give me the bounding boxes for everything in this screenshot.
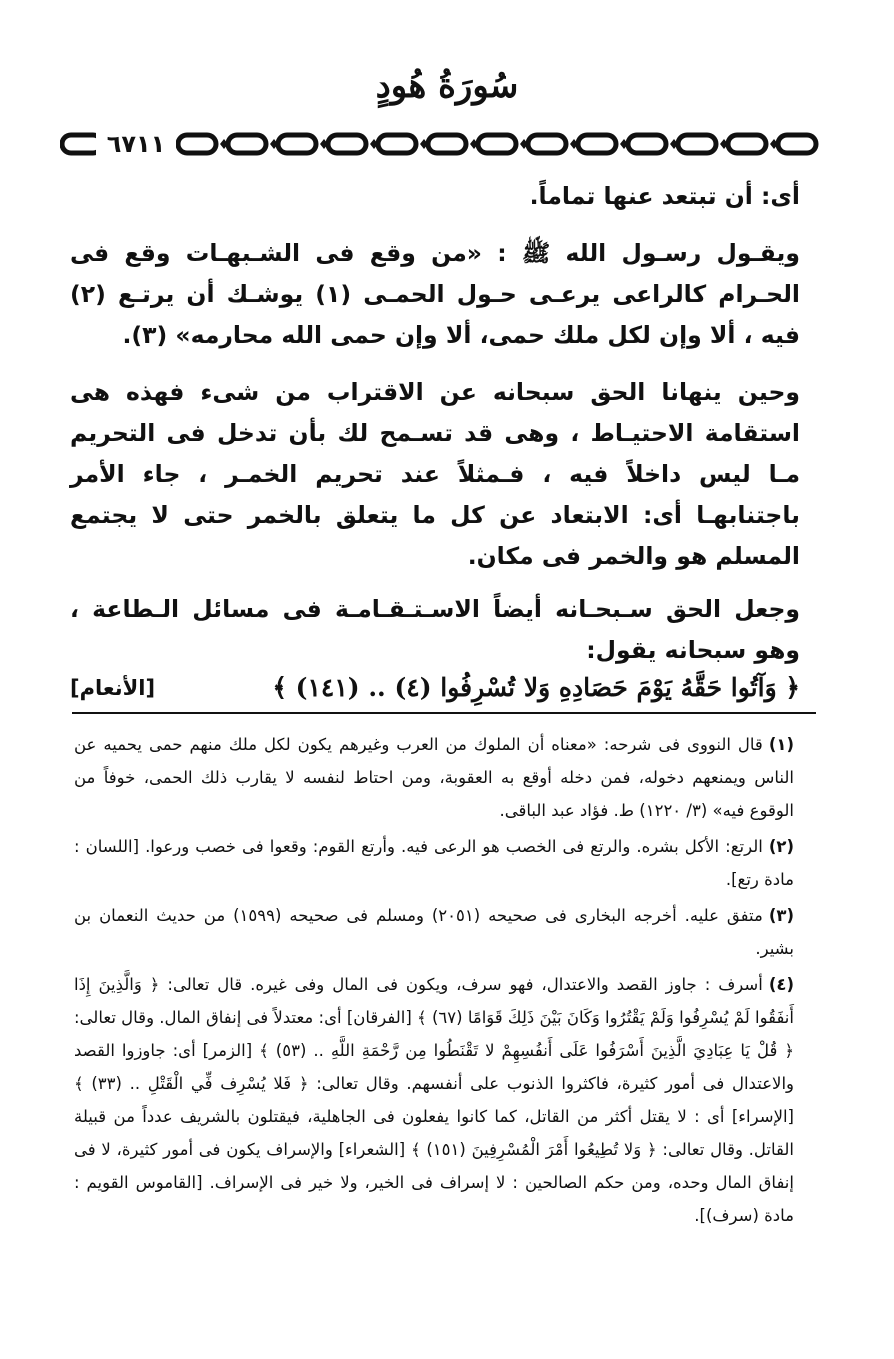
quran-verse-line bbox=[70, 673, 800, 702]
footnote bbox=[74, 830, 794, 896]
quran-verse: ﴿ وَآتُوا حَقَّهُ يَوْمَ حَصَادِهِ وَلا تُسْرِفُوا (٤) .. (١٤١) ﴾ bbox=[272, 673, 800, 702]
footnote-number: (٣) bbox=[768, 906, 794, 925]
paragraph-1: أى: أن تبتعد عنها تماماً. bbox=[529, 182, 800, 210]
footnote bbox=[74, 968, 794, 1232]
main-text bbox=[70, 176, 800, 702]
footnote-number: (٤) bbox=[768, 975, 794, 994]
footnote-text: أسرف : جاوز القصد والاعتدال، فهو سرف، ويكون فى المال وفى غيره. قال تعالى: ﴿ وَالَّذِينَ إِذَا أَنفَقُوا لَمْ يُسْرِفُوا وَلَمْ يَقْتُرُوا وَكَانَ بَيْنَ ذَلِكَ قَوَامًا (٦٧) ﴾ [الفرقان] أى: معتدلاً فى إنفاق المال. وقال تعالى: ﴿ قُلْ يَا عِبَادِيَ الَّذِينَ أَسْرَفُوا عَلَى أَنفُسِهِمْ لا تَقْنَطُوا مِن رَّحْمَةِ اللَّهِ .. (٥٣) ﴾ [الزمر] أى: جاوزوا القصد والاعتدال فى أمور كثيرة، فاكثروا الذنوب على أنفسهم. وقال تعالى: ﴿ فَلا يُسْرِف فِّي الْقَتْلِ .. (٣٣) ﴾ [الإسراء] أى : لا يقتل أكثر من القاتل، كما كانوا يفعلون فى الجاهلية، فيقتلون بالشريف عدداً من قبيلة القاتل. وقال تعالى: ﴿ وَلا تُطِيعُوا أَمْرَ الْمُسْرِفِينَ (١٥١) ﴾ [الشعراء] والإسراف يكون فى أمور كثيرة، لا فى إنفاق المال وحده، ومن حكم الصالحين : لا إسراف فى الخير، ولا خير فى الإسراف. [القاموس القويم : مادة (سرف)]. bbox=[74, 975, 794, 1225]
surah-reference: [الأنعام] bbox=[70, 675, 156, 700]
surah-title: سُورَةُ هُودٍ bbox=[375, 66, 519, 106]
page-number: ٦٧١١ bbox=[96, 124, 176, 164]
paragraph-3: وحين ينهانا الحق سبحانه عن الاقتراب من شىء فهذه هى استقامة الاحتيـاط ، وهى قد تسـمح لك بأن تدخل فى التحريم مـا ليس داخلاً فيه ، فـمثلاً عند تحريم الخمـر ، جاء الأمر باجتنابهـا أى: الابتعاد عن كل ما يتعلق بالخمر حتى لا يجتمع المسلم هو والخمر فى مكان. bbox=[70, 378, 800, 570]
footnote-number: (٢) bbox=[768, 837, 794, 856]
footnote bbox=[74, 899, 794, 965]
footnote bbox=[74, 728, 794, 827]
footnote-text: متفق عليه. أخرجه البخارى فى صحيحه (٢٠٥١) ومسلم فى صحيحه (١٥٩٩) من حديث النعمان بن بشير. bbox=[74, 906, 794, 958]
footnote-divider bbox=[72, 712, 816, 714]
paragraph-4: وجعل الحق سـبحـانه أيضاً الاسـتـقـامـة فى مسائل الـطاعة ، وهو سبحانه يقول: bbox=[70, 595, 800, 664]
footnotes bbox=[74, 728, 794, 1235]
footnote-number: (١) bbox=[768, 735, 794, 754]
paragraph-2: ويقـول رسـول الله ﷺ : «من وقع فى الشـبهـات وقع فى الحـرام كالراعى يرعـى حـول الحمـى (١) يوشـك أن يرتـع (٢) فيه ، ألا وإن لكل ملك حمى، ألا وإن حمى الله محارمه» (٣). bbox=[70, 239, 800, 349]
footnote-text: الرتع: الأكل بشره. والرتع فى الخصب هو الرعى فيه. وأرتع القوم: وقعوا فى خصب ورعوا. [اللسان : مادة رتع]. bbox=[74, 837, 794, 889]
footnote-text: قال النووى فى شرحه: «معناه أن الملوك من العرب وغيرهم يكون لكل ملك منهم حمى يحميه عن الناس ويمنعهم دخوله، فمن دخله أوقع به العقوبة، ومن احتاط لنفسه لا يقارب ذلك الحمى، خوفاً من الوقوع فيه» (٣/ ١٢٢٠) ط. فؤاد عبد الباقى. bbox=[74, 735, 794, 820]
